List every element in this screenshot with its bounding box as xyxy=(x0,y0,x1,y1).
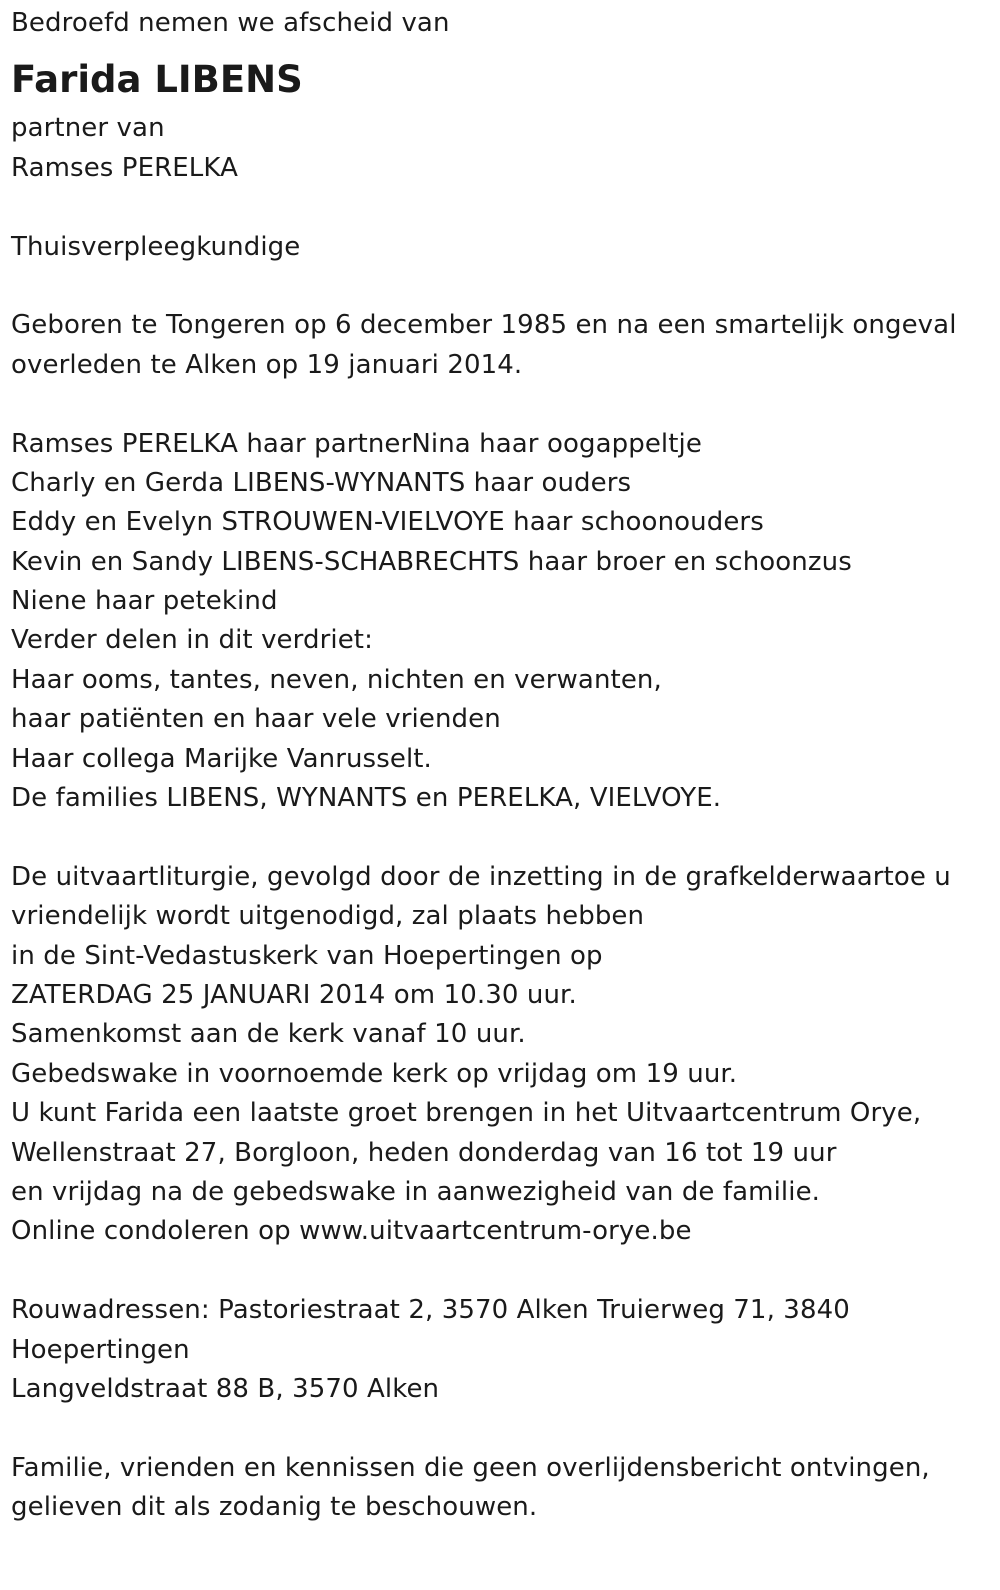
address-line: Langveldstraat 88 B, 3570 Alken xyxy=(11,1373,440,1404)
address-line: Hoepertingen xyxy=(11,1334,190,1365)
online-condolence-line: Online condoleren op www.uitvaartcentrum-orye.be xyxy=(11,1216,692,1247)
ceremony-line: De uitvaartliturgie, gevolgd door de inzetting in de grafkelderwaartoe u xyxy=(11,861,951,892)
obituary-document xyxy=(11,4,986,1527)
family-line: Kevin en Sandy LIBENS-SCHABRECHTS haar broer en schoonzus xyxy=(11,546,852,577)
family-line: haar patiënten en haar vele vrienden xyxy=(11,704,501,735)
ceremony-line: Samenkomst aan de kerk vanaf 10 uur. xyxy=(11,1019,526,1050)
family-line: Ramses PERELKA haar partnerNina haar oogappeltje xyxy=(11,428,702,459)
intro-text: Bedroefd nemen we afscheid van xyxy=(11,8,450,38)
family-line: De families LIBENS, WYNANTS en PERELKA, VIELVOYE. xyxy=(11,783,722,814)
relation-block xyxy=(11,109,986,188)
ceremony-line: Gebedswake in voornoemde kerk op vrijdag om 19 uur. xyxy=(11,1058,738,1089)
ceremony-line: en vrijdag na de gebedswake in aanwezigheid van de familie. xyxy=(11,1176,821,1207)
birth-death-line: overleden te Alken op 19 januari 2014. xyxy=(11,349,523,380)
deceased-name: Farida LIBENS xyxy=(11,58,303,102)
addresses-block xyxy=(11,1291,986,1409)
closing-block xyxy=(11,1449,986,1528)
profession-text: Thuisverpleegkundige xyxy=(11,231,301,262)
ceremony-line: ZATERDAG 25 JANUARI 2014 om 10.30 uur. xyxy=(11,979,577,1010)
family-line: Eddy en Evelyn STROUWEN-VIELVOYE haar schoonouders xyxy=(11,507,764,538)
ceremony-line: vriendelijk wordt uitgenodigd, zal plaats hebben xyxy=(11,901,645,932)
family-line: Niene haar petekind xyxy=(11,586,278,617)
relation-line: Ramses PERELKA xyxy=(11,152,238,183)
family-line: Haar ooms, tantes, neven, nichten en verwanten, xyxy=(11,664,662,695)
ceremony-block xyxy=(11,858,986,1252)
ceremony-line: in de Sint-Vedastuskerk van Hoepertingen op xyxy=(11,940,603,971)
ceremony-line: U kunt Farida een laatste groet brengen in het Uitvaartcentrum Orye, xyxy=(11,1098,922,1129)
ceremony-line: Wellenstraat 27, Borgloon, heden donderdag van 16 tot 19 uur xyxy=(11,1137,837,1168)
family-block xyxy=(11,425,986,819)
family-line: Charly en Gerda LIBENS-WYNANTS haar ouders xyxy=(11,467,632,498)
family-line: Haar collega Marijke Vanrusselt. xyxy=(11,743,432,774)
closing-line: Familie, vrienden en kennissen die geen overlijdensbericht ontvingen, xyxy=(11,1452,930,1483)
address-line: Rouwadressen: Pastoriestraat 2, 3570 Alken Truierweg 71, 3840 xyxy=(11,1295,850,1326)
family-line: Verder delen in dit verdriet: xyxy=(11,625,373,656)
birth-death-block xyxy=(11,306,986,385)
birth-death-line: Geboren te Tongeren op 6 december 1985 en na een smartelijk ongeval xyxy=(11,310,957,341)
closing-line: gelieven dit als zodanig te beschouwen. xyxy=(11,1492,538,1523)
relation-line: partner van xyxy=(11,113,165,144)
